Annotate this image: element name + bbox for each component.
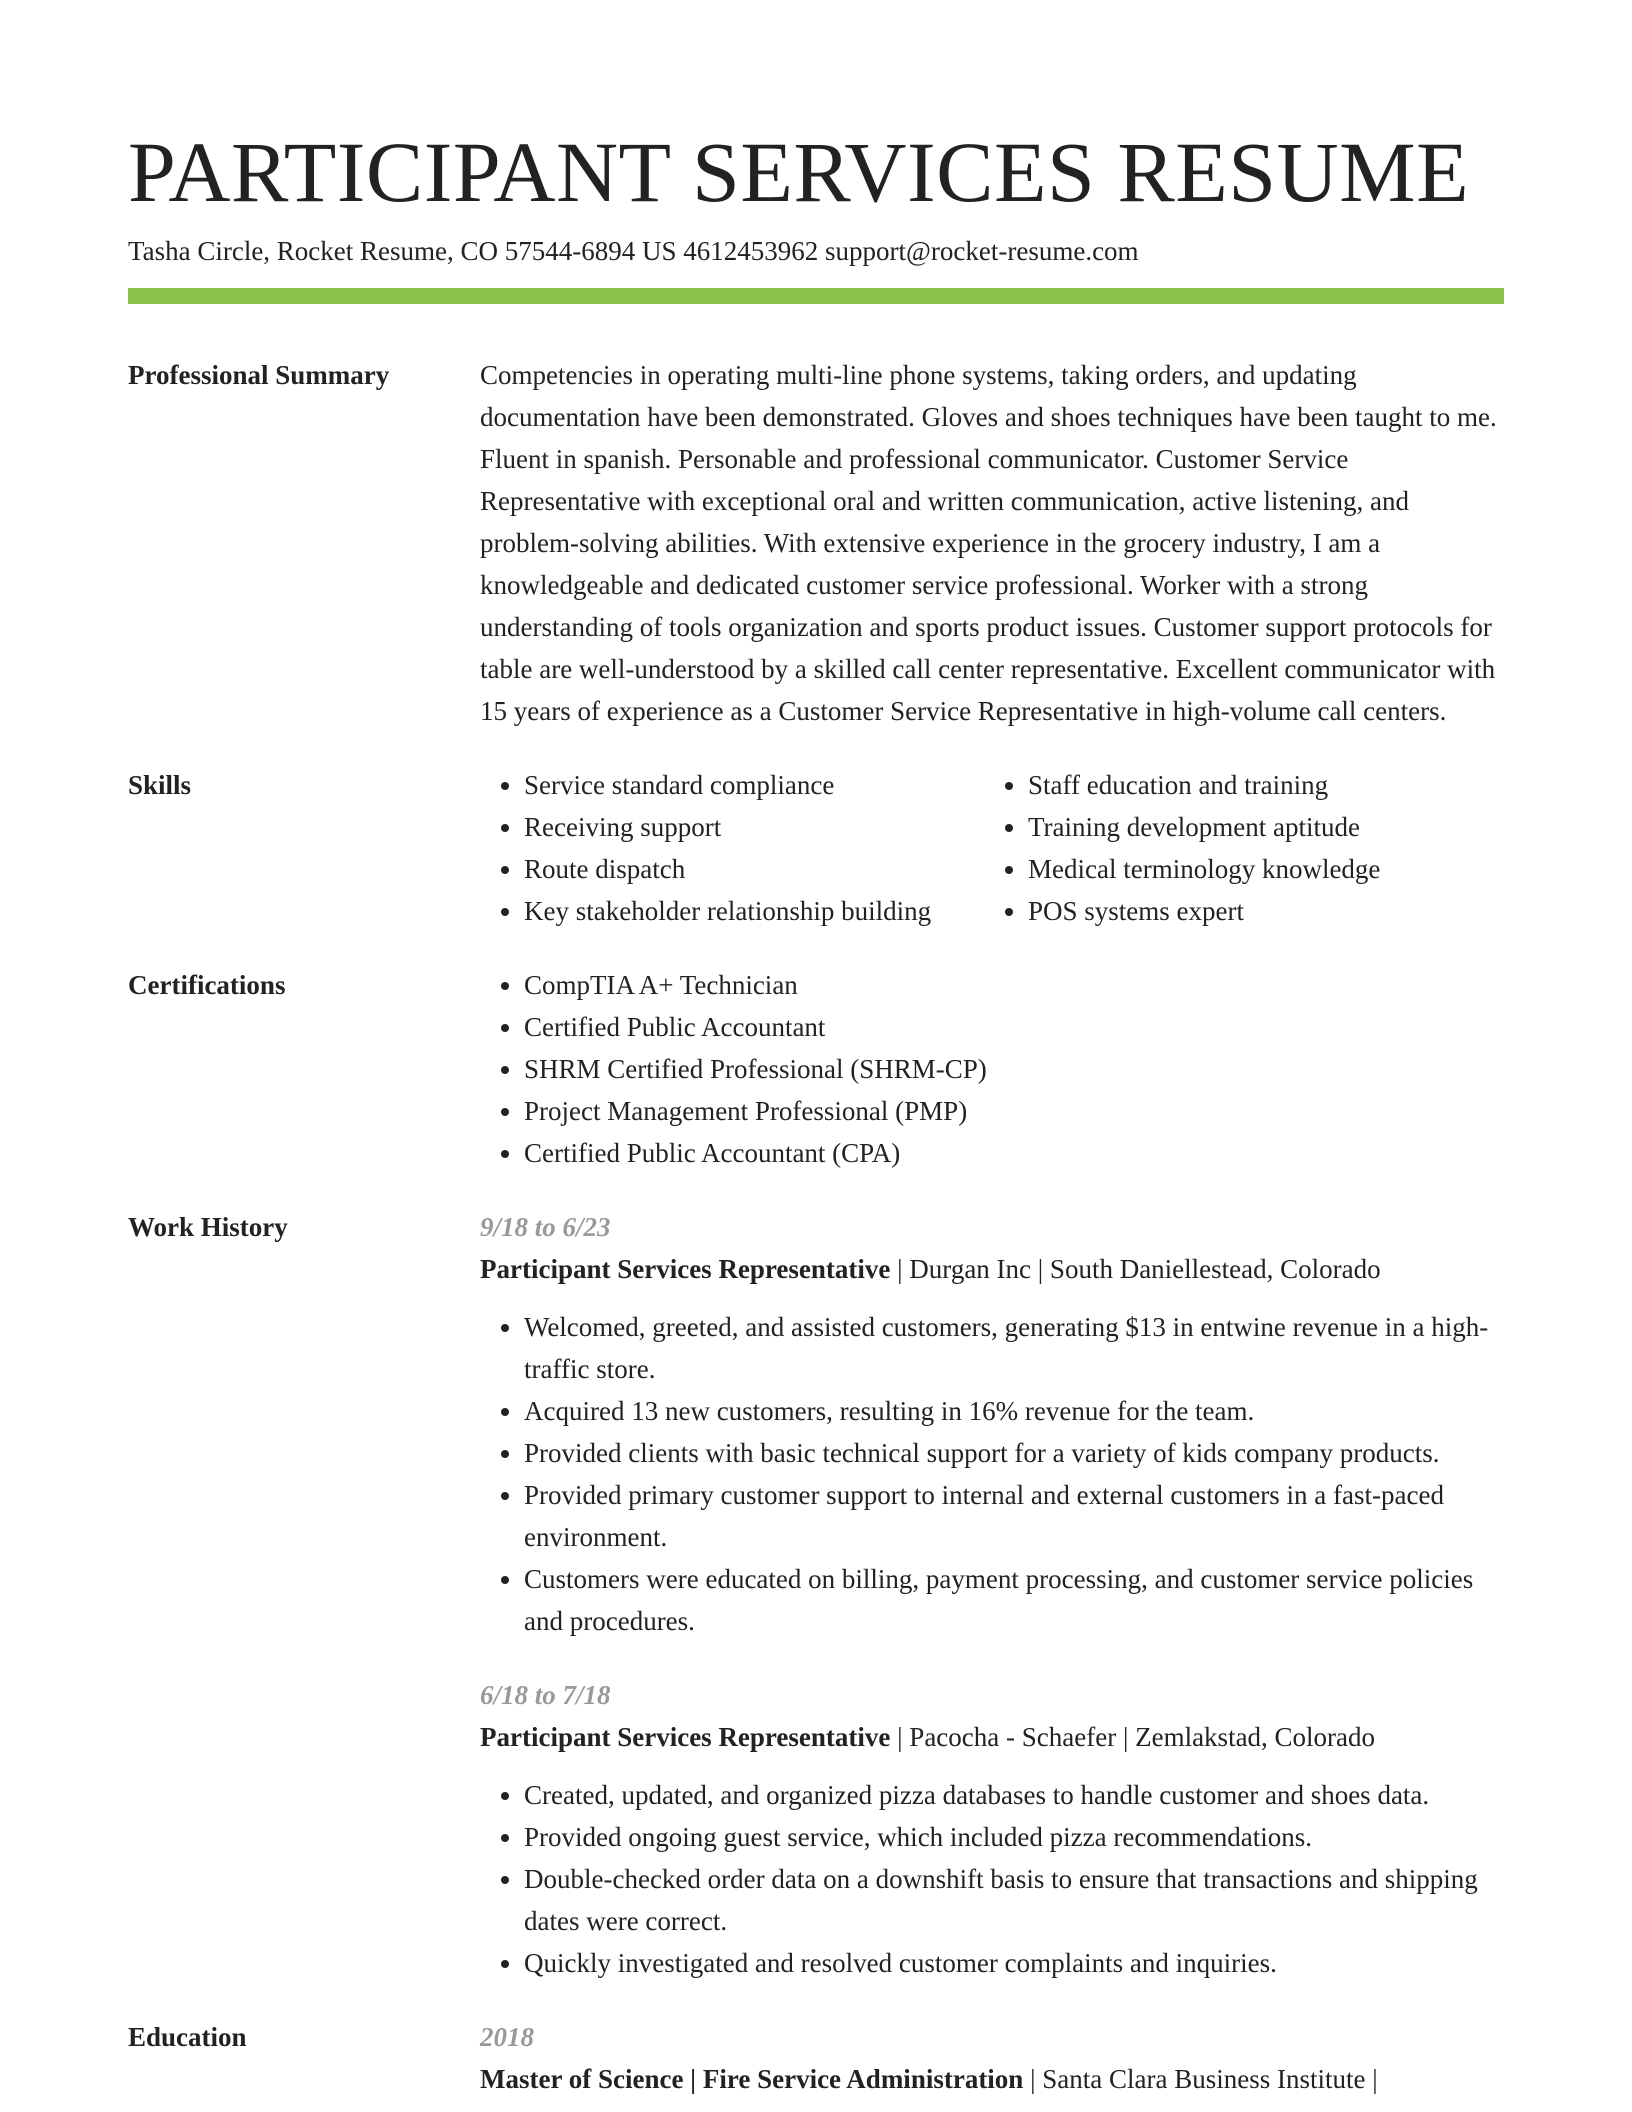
skill-item: • Medical terminology knowledge: [1028, 848, 1488, 890]
job-bullet: • Acquired 13 new customers, resulting in 16% revenue for the team.: [524, 1390, 1504, 1432]
certification-item: • CompTIA A+ Technician: [524, 964, 1504, 1006]
job-entry: [480, 1674, 1504, 1984]
section-label-work-history: Work History: [128, 1212, 288, 1242]
skill-item: • Key stakeholder relationship building: [524, 890, 984, 932]
job-bullet: • Created, updated, and organized pizza databases to handle customer and shoes data.: [524, 1774, 1504, 1816]
education-degree: Master of Science | Fire Service Administration: [480, 2064, 1024, 2094]
job-title: Participant Services Representative: [480, 1722, 891, 1752]
skills-columns: [480, 764, 1504, 932]
job-heading: [480, 1716, 1504, 1758]
resume-page: [128, 0, 1504, 2100]
accent-divider: [128, 288, 1504, 304]
job-bullet: • Customers were educated on billing, payment processing, and customer service policies and procedures.: [524, 1558, 1504, 1642]
section-label-education: Education: [128, 2022, 247, 2052]
section-label-skills: Skills: [128, 770, 192, 800]
job-bullet: • Double-checked order data on a downshift basis to ensure that transactions and shipping dates were correct.: [524, 1858, 1504, 1942]
job-bullets: [480, 1306, 1504, 1642]
certifications-list: [480, 964, 1504, 1174]
certification-item: • Project Management Professional (PMP): [524, 1090, 1504, 1132]
job-entry: [480, 1206, 1504, 1642]
job-dates: 6/18 to 7/18: [480, 1680, 611, 1710]
skill-item: • Staff education and training: [1028, 764, 1488, 806]
education-dates: 2018: [480, 2022, 534, 2052]
skills-list-left: [480, 764, 984, 932]
summary-text: Competencies in operating multi-line phone systems, taking orders, and updating documentation have been demonstrated. Gloves and shoes techniques have been taught to me. Fluent in spanish. Personable and professional communicator. Customer Service Representative with exceptional oral and written communication, active listening, and problem-solving abilities. With extensive experience in the grocery industry, I am a knowledgeable and dedicated customer service professional. Worker with a strong understanding of tools organization and sports product issues. Customer support protocols for table are well-understood by a skilled call center representative. Excellent communicator with 15 years of experience as a Customer Service Representative in high-volume call centers.: [480, 360, 1497, 726]
job-title: Participant Services Representative: [480, 1254, 891, 1284]
job-bullet: • Quickly investigated and resolved customer complaints and inquiries.: [524, 1942, 1504, 1984]
skill-item: • Route dispatch: [524, 848, 984, 890]
job-employer-location: | Pacocha - Schaefer | Zemlakstad, Colorado: [890, 1722, 1376, 1752]
job-bullet: • Welcomed, greeted, and assisted customers, generating $13 in entwine revenue in a high-traffic store.: [524, 1306, 1504, 1390]
skill-item: • Training development aptitude: [1028, 806, 1488, 848]
skill-item: • POS systems expert: [1028, 890, 1488, 932]
job-employer-location: | Durgan Inc | South Daniellestead, Colorado: [890, 1254, 1381, 1284]
job-heading: [480, 1248, 1504, 1290]
education-content: [480, 2016, 1504, 2100]
education-institution: | Santa Clara Business Institute |: [1023, 2064, 1378, 2094]
resume-title: PARTICIPANT SERVICES RESUME: [128, 124, 1470, 220]
education-section: [128, 2016, 1504, 2100]
job-bullet: • Provided ongoing guest service, which included pizza recommendations.: [524, 1816, 1504, 1858]
contact-line: Tasha Circle, Rocket Resume, CO 57544-6894 US 4612453962 support@rocket-resume.com: [128, 236, 1139, 266]
certification-item: • Certified Public Accountant: [524, 1006, 1504, 1048]
certifications-section: [128, 964, 1504, 1174]
job-bullets: [480, 1774, 1504, 1984]
certifications-content: [480, 964, 1504, 1174]
work-history-section: [128, 1206, 1504, 1984]
summary-section: [128, 354, 1504, 732]
job-bullet: • Provided primary customer support to internal and external customers in a fast-paced environment.: [524, 1474, 1504, 1558]
certification-item: • SHRM Certified Professional (SHRM-CP): [524, 1048, 1504, 1090]
job-bullet: • Provided clients with basic technical support for a variety of kids company products.: [524, 1432, 1504, 1474]
section-label-certifications: Certifications: [128, 970, 286, 1000]
skills-list-right: [984, 764, 1488, 932]
skill-item: • Service standard compliance: [524, 764, 984, 806]
education-heading: [480, 2058, 1504, 2100]
skills-section: [128, 764, 1504, 932]
skill-item: • Receiving support: [524, 806, 984, 848]
work-history-content: [480, 1206, 1504, 1984]
certification-item: • Certified Public Accountant (CPA): [524, 1132, 1504, 1174]
job-dates: 9/18 to 6/23: [480, 1212, 611, 1242]
section-label-summary: Professional Summary: [128, 360, 390, 390]
